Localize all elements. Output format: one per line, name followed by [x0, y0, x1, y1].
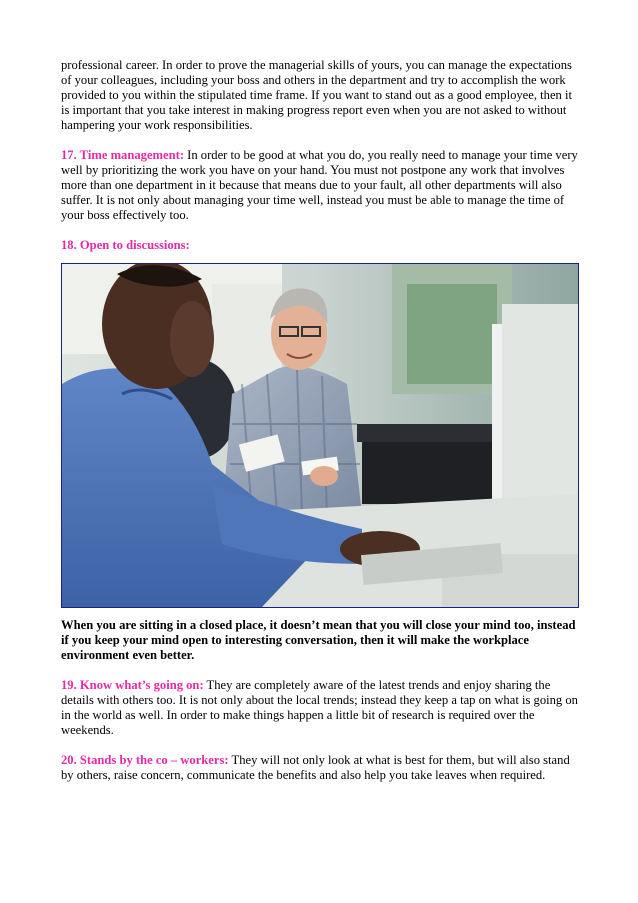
- intro-paragraph: professional career. In order to prove the managerial skills of yours, you can manage the expectations of your colleagues, including your boss and others in the department and try to accomplish the work provided to you within the stipulated time frame. If you want to stand out as a good employee, then it is important that you take interest in making progress report even when you are not asked to without hampering your work responsibilities.: [61, 58, 572, 132]
- section-stands-by-coworkers: [61, 753, 581, 783]
- section-open-to-discussions: [61, 238, 581, 253]
- section-heading: 18. Open to discussions:: [61, 238, 190, 252]
- section-know-whats-going-on: [61, 678, 581, 738]
- section-heading: 19. Know what’s going on:: [61, 678, 204, 692]
- photo-caption: When you are sitting in a closed place, it doesn’t mean that you will close your mind too, instead if you keep your mind open to interesting conversation, then it will make the workplace environment even better.: [61, 618, 576, 662]
- section-body: They are completely aware of the latest trends and enjoy sharing the details with others too. It is not only about the local trends; instead they keep a tap on what is going on in the world as well. In order to make things happen a little bit of research is required over the weekends.: [61, 678, 578, 737]
- section-time-management: [61, 148, 581, 223]
- office-discussion-photo: [61, 263, 579, 608]
- section-heading: 17. Time management:: [61, 148, 185, 162]
- document-page: [61, 58, 581, 783]
- section-heading: 20. Stands by the co – workers:: [61, 753, 229, 767]
- photo-illustration: [62, 264, 578, 607]
- section-body: They will not only look at what is best for them, but will also stand by others, raise concern, communicate the benefits and also help you take leaves when required.: [61, 753, 570, 782]
- section-body: In order to be good at what you do, you really need to manage your time very well by prioritizing the work you have on your hand. You must not postpone any work that involves more than one department in it because that means due to your fault, all other departments will also suffer. It is not only about managing your time well, instead you must be able to manage the time of your boss effectively too.: [61, 148, 578, 222]
